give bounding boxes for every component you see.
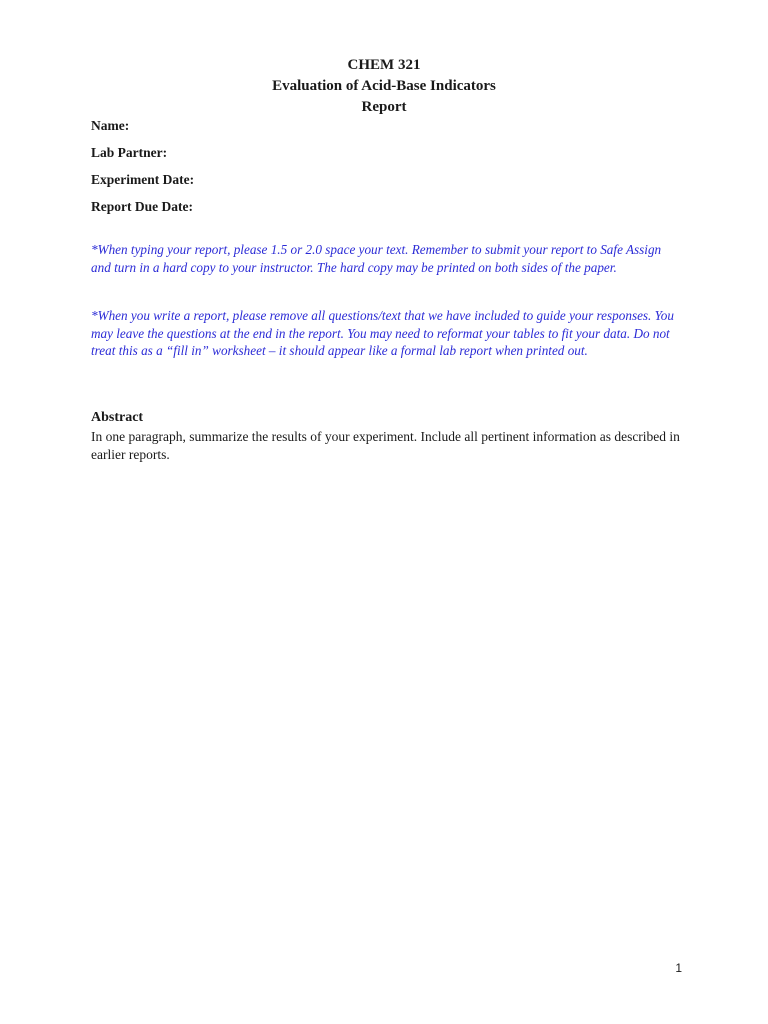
instruction-paragraph-formatting: *When you write a report, please remove all questions/text that we have included to guide your responses. You may leave the questions at the end in the report. You may need to reformat your tables to fit your data. Do not treat this as a “fill in” worksheet – it should appear like a formal lab report when printed out.: [91, 308, 674, 358]
experiment-date-field-label: Experiment Date:: [91, 172, 195, 187]
name-field-label: Name:: [91, 118, 130, 133]
page-number: 1: [675, 961, 682, 975]
instruction-paragraph-spacing: *When typing your report, please 1.5 or 2.0 space your text. Remember to submit your report to Safe Assign and turn in a hard copy to your instructor. The hard copy may be printed on both sides of the paper.: [91, 242, 662, 275]
document-title: Evaluation of Acid-Base Indicators: [272, 78, 496, 94]
report-due-date-field-label: Report Due Date:: [91, 199, 193, 214]
abstract-body: In one paragraph, summarize the results of your experiment. Include all pertinent information as described in earlier reports.: [91, 429, 680, 462]
course-code: CHEM 321: [347, 57, 421, 73]
lab-partner-field-label: Lab Partner:: [91, 145, 168, 160]
document-subtitle: Report: [361, 99, 407, 115]
abstract-heading: Abstract: [91, 410, 144, 425]
